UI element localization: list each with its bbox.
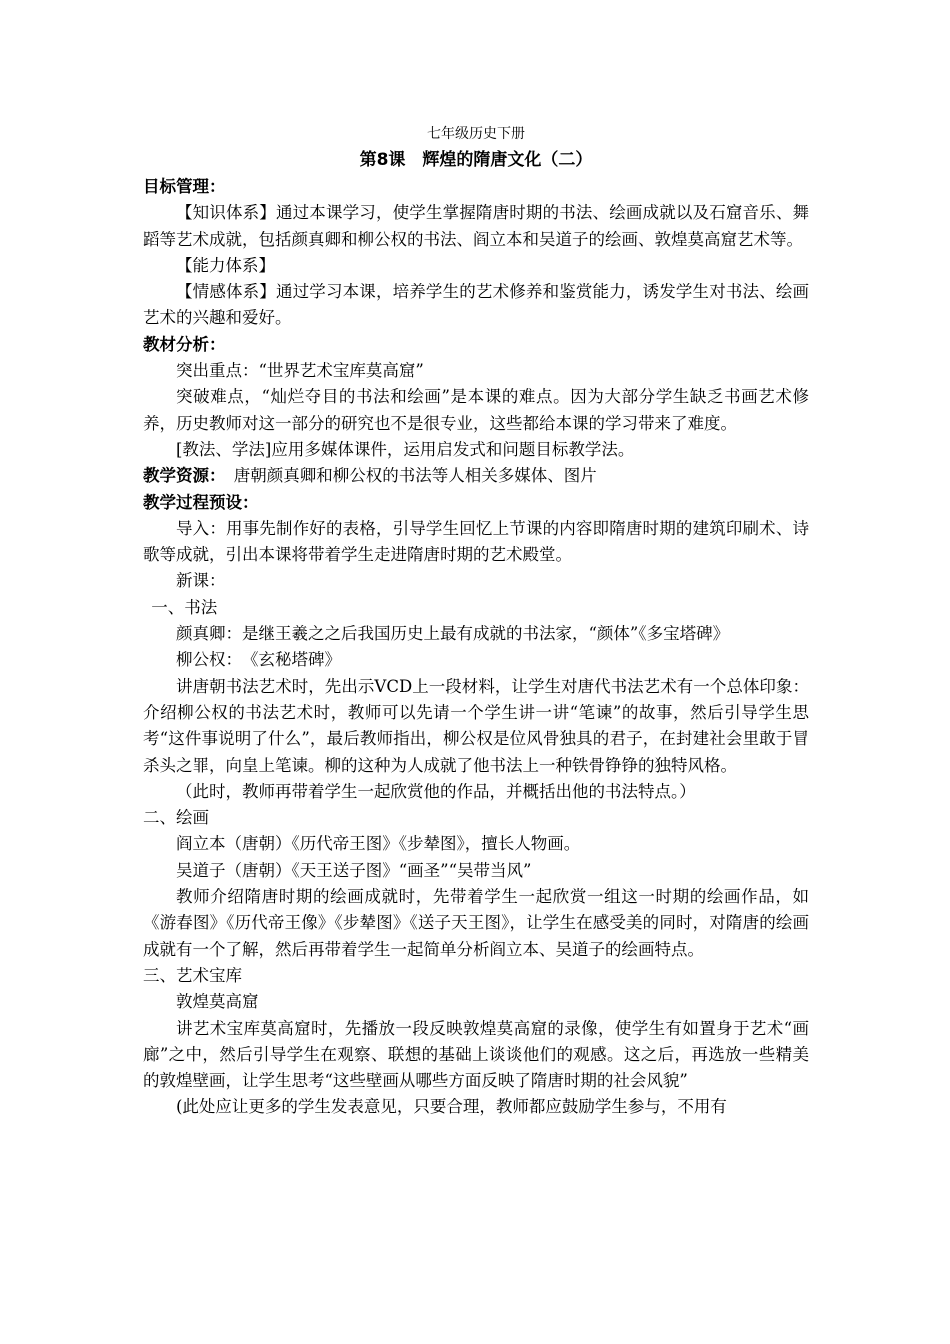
part1-title: 一、书法 (151, 597, 218, 617)
part3-title: 三、艺术宝库 (143, 965, 242, 985)
document-page (143, 124, 809, 1121)
calligraphy-description: 讲唐朝书法艺术时，先出示VCD上一段材料，让学生对唐代书法艺术有一个总体印象：介绍柳公权的书法艺术时，教师可以先请一个学生讲一讲“笔谏”的故事，然后引导学生思考“这件事说明了什么”，最后教师指出，柳公权是位风骨独具的君子，在封建社会里敢于冒杀头之罪，向皇上笔谏。柳的这种为人成就了他书法上一种铁骨铮铮的独特风格。 (143, 676, 809, 775)
intro-paragraph: 导入：用事先制作好的表格，引导学生回忆上节课的内容即隋唐时期的建筑印刷术、诗歌等成就，引出本课将带着学生走进隋唐时期的艺术殿堂。 (143, 518, 809, 565)
method-paragraph: [教法、学法]应用多媒体课件，运用启发式和问题目标教学法。 (176, 439, 635, 459)
liu-gongquan-paragraph: 柳公权： 《玄秘塔碑》 (176, 650, 341, 670)
emotion-paragraph: 【情感体系】通过学习本课，培养学生的艺术修养和鉴赏能力，诱发学生对书法、绘画艺术的兴趣和爱好。 (143, 282, 809, 328)
wu-daozi-paragraph: 吴道子（唐朝）《天王送子图》“画圣”“吴带当风” (176, 860, 532, 880)
process-heading: 教学过程预设： (143, 492, 259, 512)
calligraphy-note: （此时，教师再带着学生一起欣赏他的作品，并概括出他的书法特点。） (176, 781, 696, 801)
difficulty-paragraph: 突破难点，“灿烂夺目的书法和绘画”是本课的难点。因为大部分学生缺乏书画艺术修养，历史教师对这一部分的研究也不是很专业，这些都给本课的学习带来了难度。 (143, 387, 809, 433)
dunhuang-note: (此处应让更多的学生发表意见，只要合理，教师都应鼓励学生参与，不用有 (176, 1097, 727, 1117)
resources-heading: 教学资源： (143, 466, 218, 486)
key-point-paragraph: 突出重点：“世界艺术宝库莫高窟” (176, 361, 424, 381)
lesson-title: 第8课 辉煌的隋唐文化（二） (359, 150, 593, 170)
analysis-heading: 教材分析： (143, 334, 226, 354)
dunhuang-subtitle: 敦煌莫高窟 (176, 992, 259, 1012)
new-lesson-label: 新课： (176, 571, 226, 591)
resources-text: 唐朝颜真卿和柳公权的书法等人相关多媒体、图片 (217, 466, 597, 486)
part2-title: 二、绘画 (143, 808, 209, 828)
goals-heading: 目标管理： (143, 177, 226, 196)
yan-liben-paragraph: 阎立本（唐朝）《历代帝王图》《步辇图》，擅长人物画。 (176, 834, 581, 854)
yan-zhenqing-paragraph: 颜真卿：是继王羲之之后我国历史上最有成就的书法家，“颜体”《多宝塔碑》 (176, 624, 730, 644)
dunhuang-description: 讲艺术宝库莫高窟时，先播放一段反映敦煌莫高窟的录像，使学生有如置身于艺术“画廊”之中，然后引导学生在观察、联想的基础上谈谈他们的观感。这之后，再选放一些精美的敦煌壁画，让学生思考“这些壁画从哪些方面反映了隋唐时期的社会风貌” (143, 1018, 809, 1091)
subject-header: 七年级历史下册 (427, 127, 525, 142)
ability-paragraph: 【能力体系】 (176, 255, 275, 275)
knowledge-paragraph: 【知识体系】通过本课学习，使学生掌握隋唐时期的书法、绘画成就以及石窟音乐、舞蹈等艺术成就，包括颜真卿和柳公权的书法、阎立本和吴道子的绘画、敦煌莫高窟艺术等。 (143, 203, 809, 249)
resources-line (143, 463, 809, 489)
painting-description: 教师介绍隋唐时期的绘画成就时，先带着学生一起欣赏一组这一时期的绘画作品，如《游春图》《历代帝王像》《步辇图》《送子天王图》，让学生在感受美的同时，对隋唐的绘画成就有一个了解，然后再带着学生一起简单分析阎立本、吴道子的绘画特点。 (143, 887, 809, 959)
